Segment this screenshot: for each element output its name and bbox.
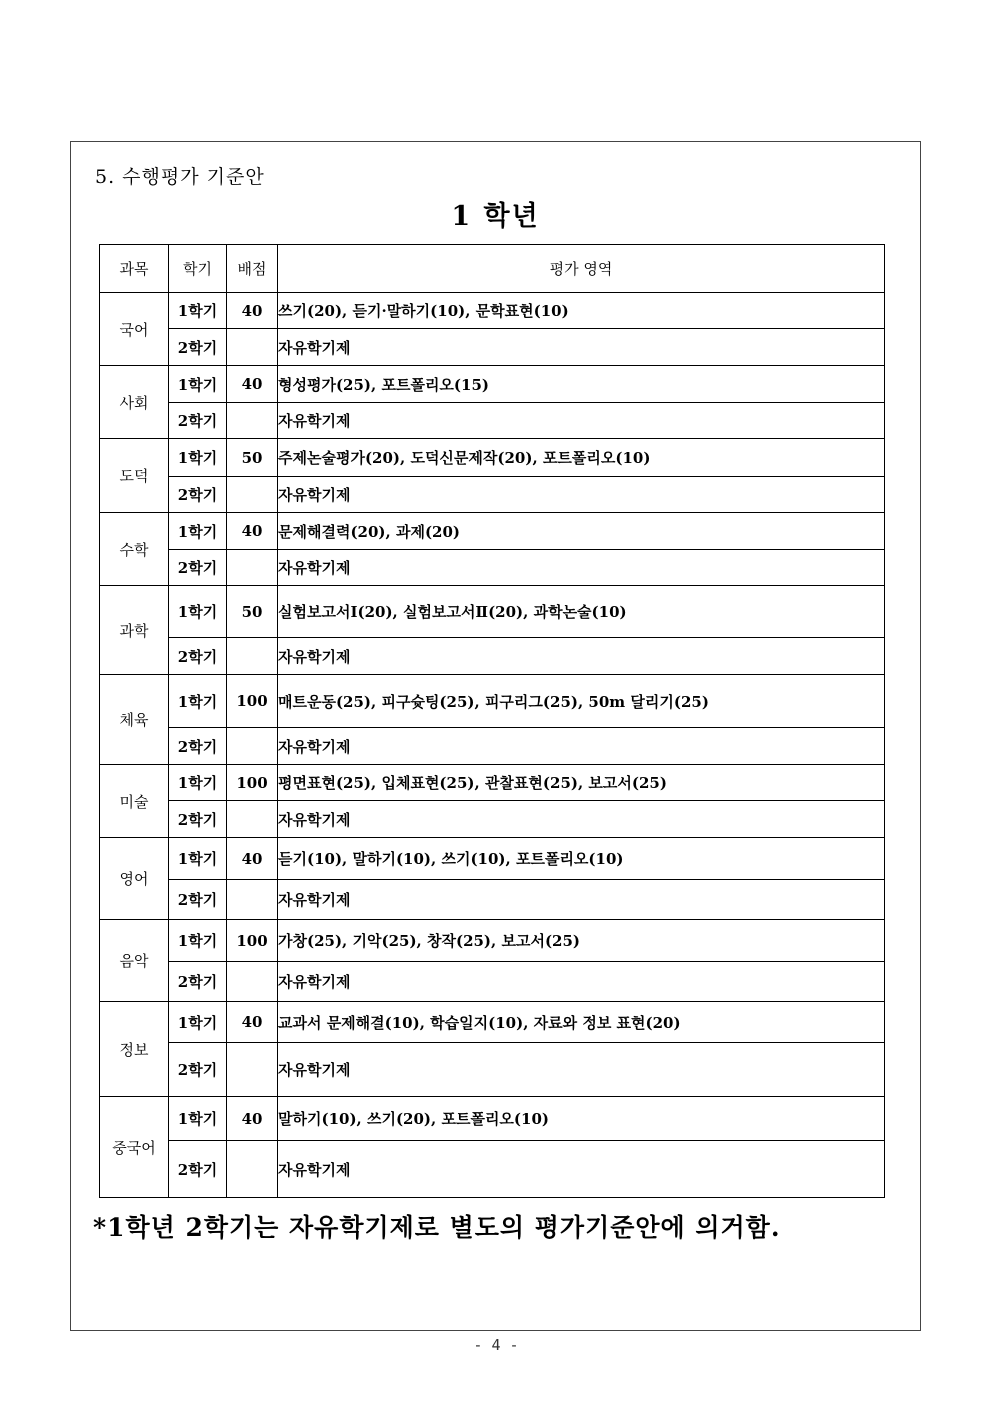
table-row bbox=[100, 1002, 885, 1043]
table-row bbox=[100, 513, 885, 550]
semester-cell: 2학기 bbox=[169, 477, 227, 513]
table-row bbox=[100, 1043, 885, 1097]
table-row bbox=[100, 439, 885, 477]
table-body bbox=[100, 293, 885, 1198]
score-cell bbox=[227, 801, 278, 838]
semester-cell: 2학기 bbox=[169, 550, 227, 586]
semester-cell: 2학기 bbox=[169, 403, 227, 439]
area-cell: 자유학기제 bbox=[278, 1043, 885, 1097]
grade-title: 1 학년 bbox=[451, 201, 540, 232]
score-cell bbox=[227, 403, 278, 439]
table-row bbox=[100, 765, 885, 801]
semester-cell: 1학기 bbox=[169, 920, 227, 962]
section-title: 5. 수행평가 기준안 bbox=[95, 166, 265, 188]
semester-cell: 1학기 bbox=[169, 765, 227, 801]
score-cell: 40 bbox=[227, 1002, 278, 1043]
header-subject: 과목 bbox=[100, 245, 169, 293]
table-header-row bbox=[100, 245, 885, 293]
semester-cell: 1학기 bbox=[169, 513, 227, 550]
semester-cell: 2학기 bbox=[169, 728, 227, 765]
table-row bbox=[100, 880, 885, 920]
subject-cell: 미술 bbox=[100, 765, 169, 838]
table-row bbox=[100, 838, 885, 880]
document-frame bbox=[70, 141, 921, 1331]
area-cell: 형성평가(25), 포트폴리오(15) bbox=[278, 366, 885, 403]
header-semester: 학기 bbox=[169, 245, 227, 293]
semester-cell: 1학기 bbox=[169, 366, 227, 403]
table-row bbox=[100, 1097, 885, 1141]
score-cell: 40 bbox=[227, 366, 278, 403]
subject-cell: 음악 bbox=[100, 920, 169, 1002]
area-cell: 평면표현(25), 입체표현(25), 관찰표현(25), 보고서(25) bbox=[278, 765, 885, 801]
score-cell: 40 bbox=[227, 1097, 278, 1141]
area-cell: 교과서 문제해결(10), 학습일지(10), 자료와 정보 표현(20) bbox=[278, 1002, 885, 1043]
table-row bbox=[100, 550, 885, 586]
score-cell bbox=[227, 550, 278, 586]
area-cell: 자유학기제 bbox=[278, 962, 885, 1002]
subject-cell: 국어 bbox=[100, 293, 169, 366]
table-row bbox=[100, 366, 885, 403]
page-number: - 4 - bbox=[473, 1336, 519, 1354]
table-row bbox=[100, 1141, 885, 1198]
area-cell: 실험보고서Ⅰ(20), 실험보고서Ⅱ(20), 과학논술(10) bbox=[278, 586, 885, 638]
area-cell: 자유학기제 bbox=[278, 477, 885, 513]
header-score: 배점 bbox=[227, 245, 278, 293]
area-cell: 자유학기제 bbox=[278, 329, 885, 366]
area-cell: 자유학기제 bbox=[278, 638, 885, 675]
semester-cell: 1학기 bbox=[169, 675, 227, 728]
score-cell bbox=[227, 962, 278, 1002]
score-cell bbox=[227, 1043, 278, 1097]
score-cell bbox=[227, 329, 278, 366]
area-cell: 자유학기제 bbox=[278, 550, 885, 586]
subject-cell: 중국어 bbox=[100, 1097, 169, 1198]
semester-cell: 1학기 bbox=[169, 838, 227, 880]
area-cell: 쓰기(20), 듣기·말하기(10), 문학표현(10) bbox=[278, 293, 885, 329]
semester-cell: 2학기 bbox=[169, 880, 227, 920]
table-row bbox=[100, 962, 885, 1002]
score-cell: 40 bbox=[227, 513, 278, 550]
score-cell: 50 bbox=[227, 439, 278, 477]
area-cell: 매트운동(25), 피구슛팅(25), 피구리그(25), 50m 달리기(25) bbox=[278, 675, 885, 728]
subject-cell: 사회 bbox=[100, 366, 169, 439]
semester-cell: 2학기 bbox=[169, 801, 227, 838]
area-cell: 자유학기제 bbox=[278, 728, 885, 765]
score-cell bbox=[227, 1141, 278, 1198]
semester-cell: 1학기 bbox=[169, 1002, 227, 1043]
semester-cell: 1학기 bbox=[169, 439, 227, 477]
semester-cell: 2학기 bbox=[169, 329, 227, 366]
table-row bbox=[100, 675, 885, 728]
table-row bbox=[100, 329, 885, 366]
area-cell: 자유학기제 bbox=[278, 801, 885, 838]
semester-cell: 1학기 bbox=[169, 293, 227, 329]
score-cell bbox=[227, 477, 278, 513]
table-row bbox=[100, 403, 885, 439]
score-cell bbox=[227, 638, 278, 675]
area-cell: 자유학기제 bbox=[278, 1141, 885, 1198]
subject-cell: 과학 bbox=[100, 586, 169, 675]
semester-cell: 1학기 bbox=[169, 586, 227, 638]
area-cell: 가창(25), 기악(25), 창작(25), 보고서(25) bbox=[278, 920, 885, 962]
score-cell: 40 bbox=[227, 293, 278, 329]
table-row bbox=[100, 586, 885, 638]
semester-cell: 2학기 bbox=[169, 1141, 227, 1198]
semester-cell: 2학기 bbox=[169, 962, 227, 1002]
table-row bbox=[100, 920, 885, 962]
area-cell: 말하기(10), 쓰기(20), 포트폴리오(10) bbox=[278, 1097, 885, 1141]
score-cell bbox=[227, 880, 278, 920]
subject-cell: 도덕 bbox=[100, 439, 169, 513]
table-row bbox=[100, 638, 885, 675]
subject-cell: 체육 bbox=[100, 675, 169, 765]
evaluation-table bbox=[99, 244, 885, 1198]
subject-cell: 영어 bbox=[100, 838, 169, 920]
semester-cell: 1학기 bbox=[169, 1097, 227, 1141]
subject-cell: 수학 bbox=[100, 513, 169, 586]
score-cell: 100 bbox=[227, 675, 278, 728]
table-row bbox=[100, 801, 885, 838]
footnote: *1학년 2학기는 자유학기제로 별도의 평가기준안에 의거함. bbox=[93, 1213, 781, 1242]
area-cell: 문제해결력(20), 과제(20) bbox=[278, 513, 885, 550]
score-cell bbox=[227, 728, 278, 765]
area-cell: 자유학기제 bbox=[278, 880, 885, 920]
header-area: 평가 영역 bbox=[278, 245, 885, 293]
area-cell: 주제논술평가(20), 도덕신문제작(20), 포트폴리오(10) bbox=[278, 439, 885, 477]
score-cell: 40 bbox=[227, 838, 278, 880]
semester-cell: 2학기 bbox=[169, 1043, 227, 1097]
score-cell: 100 bbox=[227, 920, 278, 962]
score-cell: 100 bbox=[227, 765, 278, 801]
table-row bbox=[100, 477, 885, 513]
area-cell: 듣기(10), 말하기(10), 쓰기(10), 포트폴리오(10) bbox=[278, 838, 885, 880]
subject-cell: 정보 bbox=[100, 1002, 169, 1097]
table-row bbox=[100, 293, 885, 329]
table-row bbox=[100, 728, 885, 765]
area-cell: 자유학기제 bbox=[278, 403, 885, 439]
semester-cell: 2학기 bbox=[169, 638, 227, 675]
score-cell: 50 bbox=[227, 586, 278, 638]
